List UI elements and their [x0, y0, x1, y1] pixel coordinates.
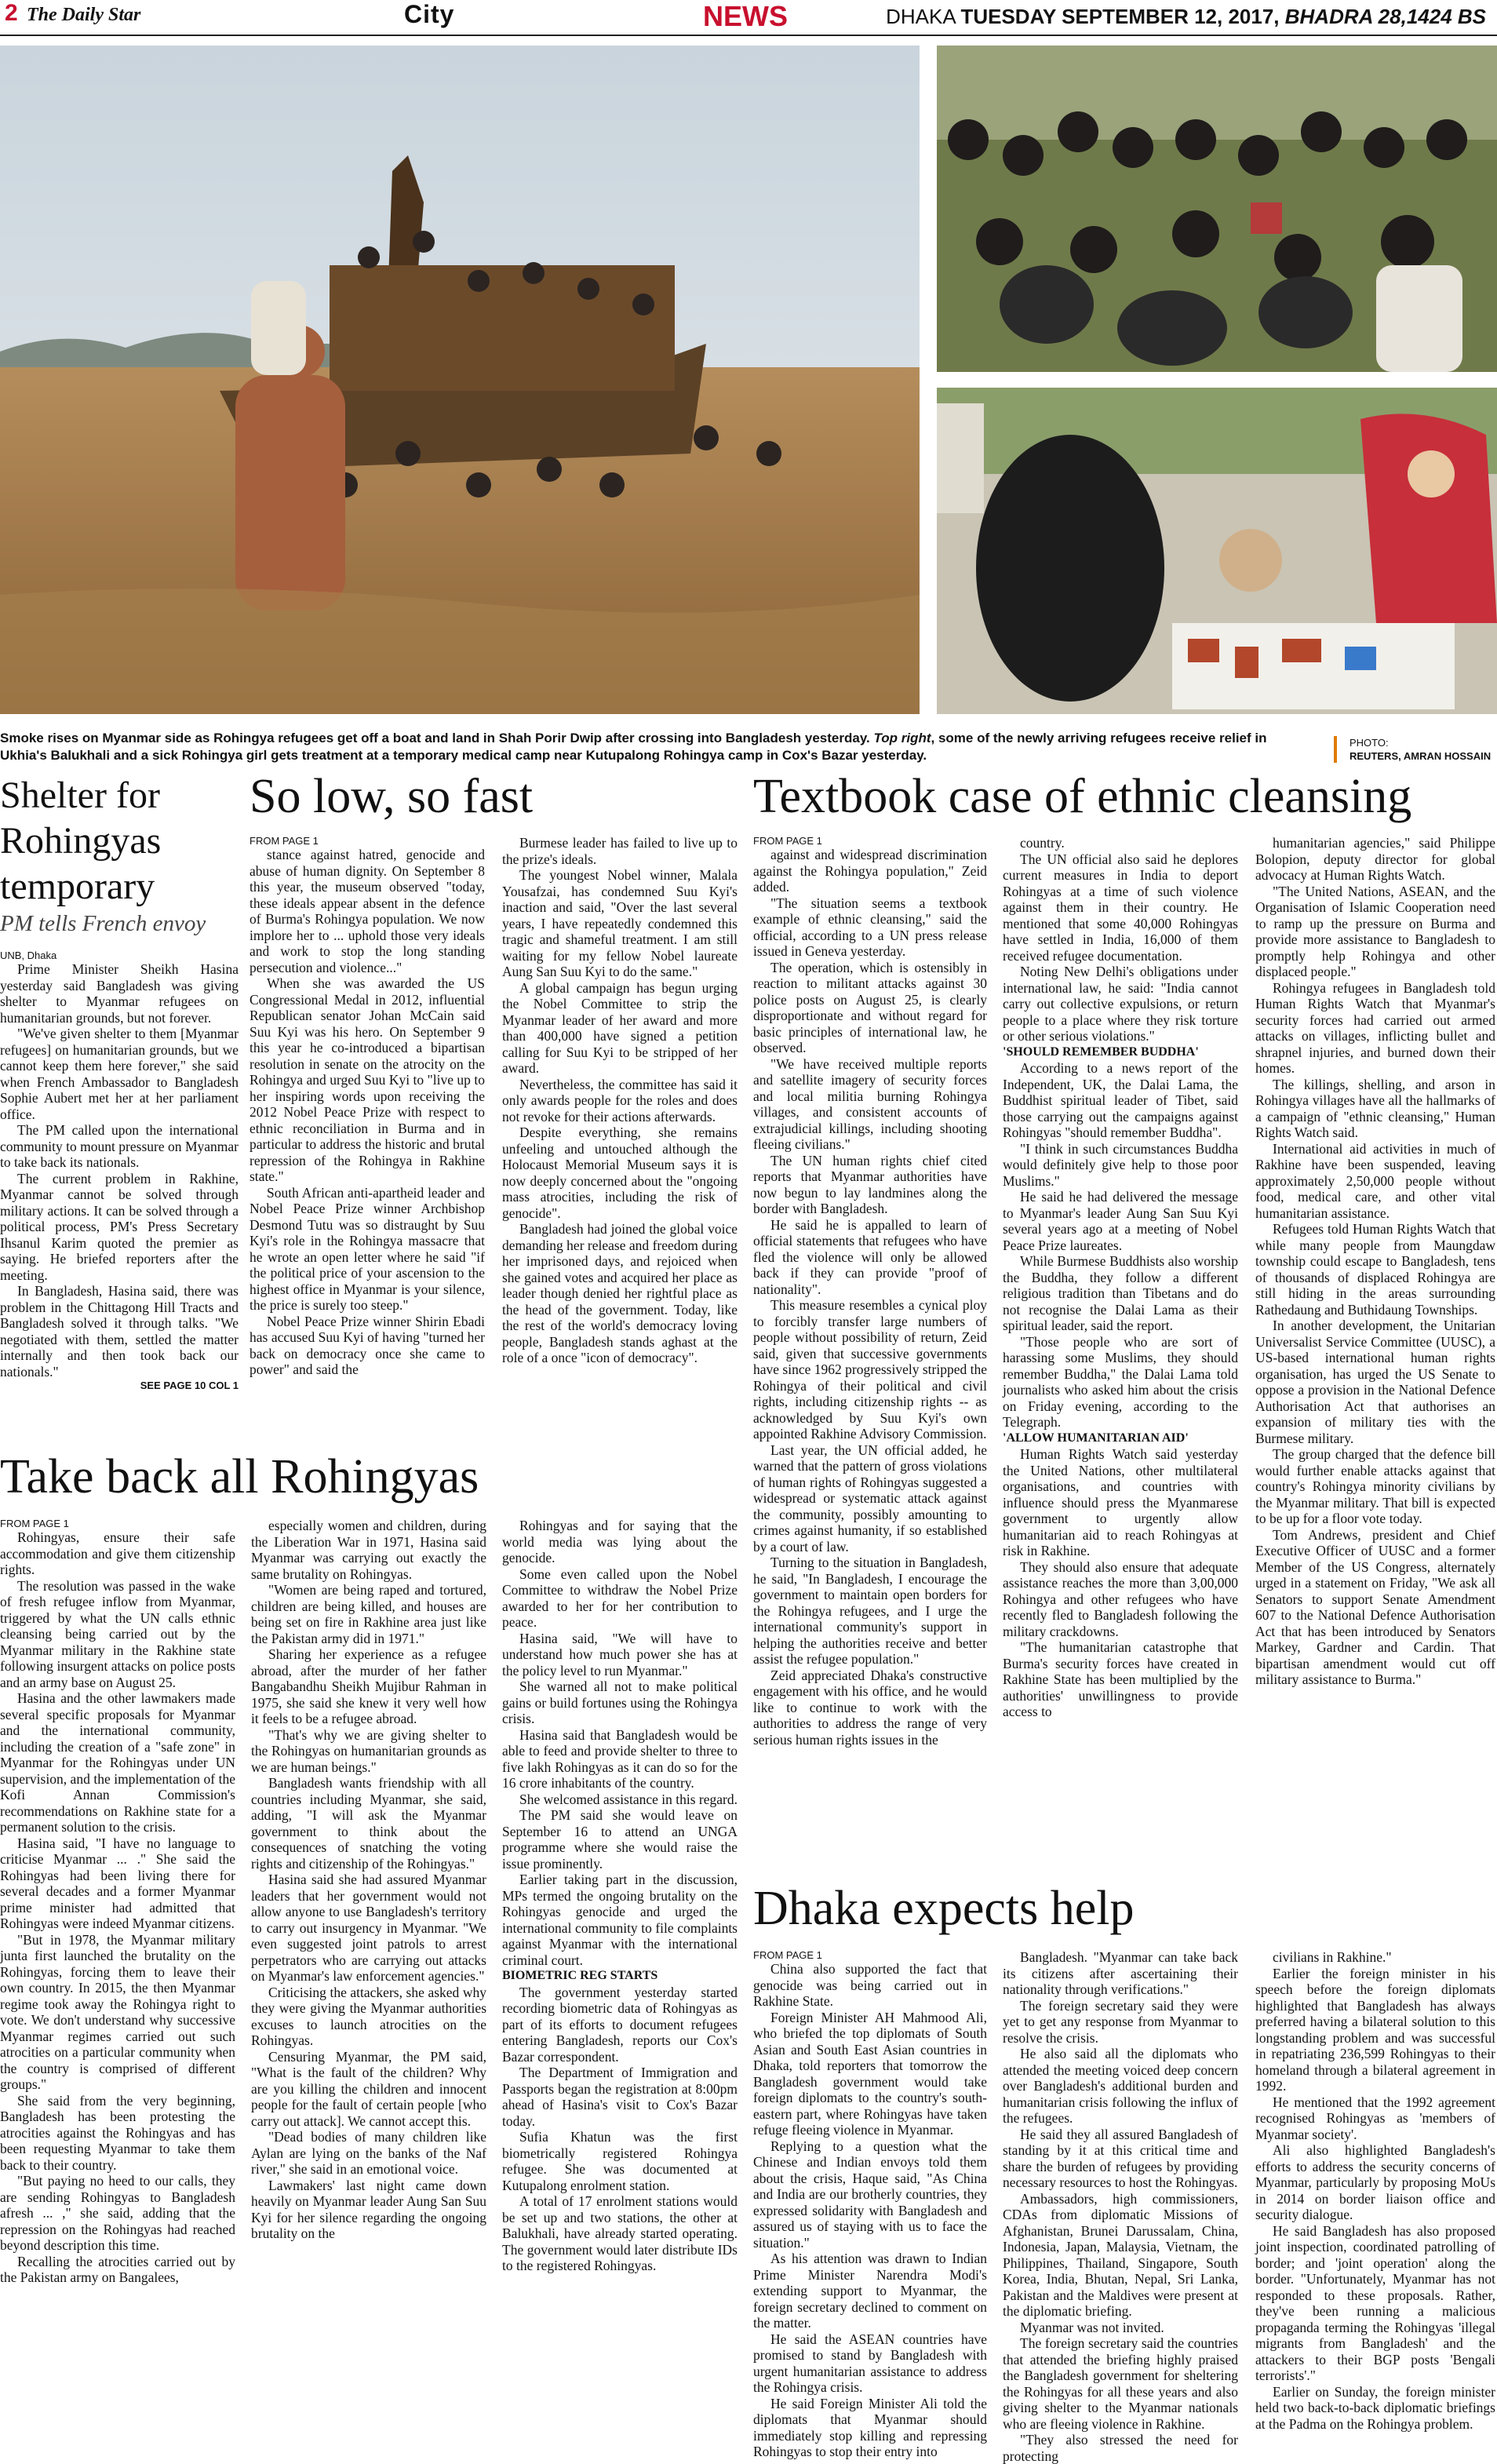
paragraph: As his attention was drawn to Indian Prime Minister Narendra Modi's extending support to Myanmar, the foreign secretary declined to comment on the matter. [753, 2251, 987, 2331]
paragraph: "But paying no heed to our calls, they are sending Rohingyas to Bangladesh afresh ... ," she said, adding that the repression on the Rohingyas had reached beyond description this time. [0, 2173, 235, 2253]
paragraph: Sharing her experience as a refugee abroad, after the murder of her father Bangabandhu Sheikh Mujibur Rahman in 1975, she said she knew it very well how it feels to be a refugee abroad. [251, 1646, 486, 1726]
paragraph: Bangladesh had joined the global voice demanding her release and freedom during her imprisoned days, and rejoiced when she gained votes and acquired her place as leader though denied her rightful place as the head of the government. Today, like the rest of the world's democracy loving people, Bangladesh stands aghast at the role of a once "icon of democracy". [502, 1221, 738, 1365]
newspaper-logo: The Daily Star [27, 5, 141, 25]
headline-take-back: Take back all Rohingyas [0, 1450, 479, 1504]
paragraph: The group charged that the defence bill would further enable attacks against that country's Rohingya minority civilians by the Myanmar military. That bill is expected to be up for a floor vote today. [1255, 1446, 1495, 1526]
story3-col3 [1255, 835, 1495, 1871]
paragraph: Lawmakers' last night came down heavily on Myanmar leader Aung San Suu Kyi for her silence regarding the ongoing brutality on the [251, 2177, 486, 2241]
medical-camp-image [937, 388, 1497, 714]
story2-col2-paragraphs [502, 835, 738, 1366]
headline-dhaka-expects: Dhaka expects help [753, 1882, 1135, 1935]
paragraph: He said Bangladesh has also proposed joint inspection, coordinated patrolling of border; and 'joint operation' along the border. "Unfortunately, Myanmar has not responded to these proposals. Rather, they've been running a malicious propaganda terming the Rohingyas 'illegal migrants from Bangladesh' and the attackers to their BGP posts 'Bengali terrorists'." [1255, 2222, 1495, 2383]
paragraph: "The humanitarian catastrophe that Burma's security forces have created in Rakhine State has been multiplied by the authorities' unwillingness to provide access to [1003, 1639, 1238, 1719]
subheading: 'SHOULD REMEMBER BUDDHA' [1003, 1044, 1199, 1059]
paragraph: A global campaign has begun urging the Nobel Committee to strip the Myanmar leader of her award and more than 400,000 have signed a petition calling for Suu Kyi to be stripped of her award. [502, 979, 738, 1076]
paragraph: Prime Minister Sheikh Hasina yesterday said Bangladesh was giving shelter to Myanmar refugees on humanitarian grounds, but not forever. [0, 961, 239, 1026]
paragraph: The PM called upon the international community to mount pressure on Myanmar to take back its nationals. [0, 1122, 239, 1170]
from-page-label: FROM PAGE 1 [753, 1949, 822, 1961]
from-page-label: FROM PAGE 1 [250, 835, 319, 847]
paragraph: While Burmese Buddhists also worship the Buddha, they follow a different religious tradition than Tibetans and do not recognise the Dalai Lama as their spiritual leader, said the report. [1003, 1253, 1238, 1333]
paragraph: According to a news report of the Independent, UK, the Dalai Lama, the Buddhist spiritual leader of Tibet, said those carrying out the campaigns against Rohingyas "should remember Buddha". [1003, 1060, 1238, 1140]
paragraph: Criticising the attackers, she asked why they were giving the Myanmar authorities excuses to launch atrocities on the Rohingyas. [251, 1984, 486, 2048]
story3-col1 [753, 835, 987, 1748]
story5-col3-paragraphs [1255, 1949, 1495, 2432]
story4-col1-paragraphs [0, 1529, 235, 2286]
paragraph: Nevertheless, the committee has said it only awards people for the roles and does not revoke for their actions afterwards. [502, 1076, 738, 1124]
paragraph: The PM said she would leave on September 16 to attend an UNGA programme where she would raise the issue prominently. [502, 1807, 738, 1872]
paragraph: Earlier on Sunday, the foreign minister held two back-to-back diplomatic briefings at the Padma on the Rohingya problem. [1255, 2383, 1495, 2432]
story5-col1 [753, 1949, 987, 2459]
story3-col1-paragraphs [753, 847, 987, 1748]
paragraph: The resolution was passed in the wake of fresh refugee inflow from Myanmar, triggered by what the UN calls ethnic cleansing being carried out by the Myanmar military in the Rakhine state following insurgent attacks on police posts and an army base on August 25. [0, 1577, 235, 1690]
paragraph: Burmese leader has failed to live up to the prize's ideals. [502, 835, 738, 867]
section-label-city: City [404, 0, 455, 28]
paragraph: Human Rights Watch said yesterday the United Nations, other multilateral organisations, and countries with influence should press the Myanmarese government to urgently allow humanitarian aid to reach Rohingyas at risk in Rakhine. [1003, 1446, 1238, 1558]
paragraph: Myanmar was not invited. [1020, 2319, 1164, 2335]
paragraph: China also supported the fact that genocide was being carried out in Rakhine State. [753, 1961, 987, 2009]
story5-col2-paragraphs [1003, 1949, 1238, 2464]
subhead-pm-tells-envoy: PM tells French envoy [0, 911, 206, 936]
see-page-link[interactable]: SEE PAGE 10 COL 1 [140, 1380, 239, 1391]
paragraph: "The situation seems a textbook example of ethnic cleansing," said the official, according to a UN press release issued in Geneva yesterday. [753, 895, 987, 959]
relief-crowd-image [937, 46, 1497, 372]
paragraph: Hasina said, "I have no language to criticise Myanmar ... ." She said the Rohingyas had been living there for several decades and a former Myanmar prime minister had admitted that Rohingyas were indeed Myanmar citizens. [0, 1835, 235, 1931]
paragraph: The killings, shelling, and arson in Rohingya villages have all the hallmarks of a campaign of "ethnic cleansing," Human Rights Watch said. [1255, 1076, 1495, 1140]
paragraph: Refugees told Human Rights Watch that while many people from Maungdaw township could escape to Bangladesh, tens of thousands of displaced Rohingya are still hiding in the areas surrounding Rathedaung and Buthidaung Townships. [1255, 1221, 1495, 1318]
paragraph: Some even called upon the Nobel Committee to withdraw the Nobel Prize awarded to her for her contribution to peace. [502, 1566, 738, 1630]
story5-col2 [1003, 1949, 1238, 2464]
medical-camp-photo [937, 388, 1497, 714]
paragraph: Censuring Myanmar, the PM said, "What is the fault of the children? Why are you killing the children and innocent people for the fault of certain people [who carry out attack]. We cannot accept this. [251, 2048, 486, 2129]
paragraph: International aid activities in much of Rakhine have been suspended, leaving approximately 2,50,000 people without food, medical care, and other vital humanitarian assistance. [1255, 1140, 1495, 1221]
page-number: 2 [5, 0, 18, 26]
section-label-news: NEWS [703, 0, 788, 32]
paragraph: Ambassadors, high commissioners, CDAs from diplomatic Missions of Afghanistan, Brunei Darussalam, China, Indonesia, Japan, Malaysia, Vietnam, the Philippines, Thailand, Singapore, South Korea, India, Bhutan, Nepal, Sri Lanka, Pakistan and the Maldives were present at the diplomatic briefing. [1003, 2190, 1238, 2319]
photo-caption: Smoke rises on Myanmar side as Rohingya refugees get off a boat and land in Shah Porir Dwip after crossing into Bangladesh yesterday. Top right, some of the newly arriving refugees receive relief in Ukhia's Balukhali and a sick Rohingya girl gets treatment at a temporary medical camp near Kutupalong Rohingya camp in Cox's Bazar yesterday. [0, 731, 1267, 763]
story1-body [0, 950, 239, 1436]
paragraph: "But in 1978, the Myanmar military junta first launched the brutality on the Rohingyas, forcing them to leave their own country. In 2015, the then Myanmar regime took away the Rohingya right to vote. We don't understand why successive Myanmar regimes carried out such atrocities on a particular community when the country is comprised of different groups." [0, 1931, 235, 2092]
paragraph: "Those people who are sort of harassing some Muslims, they should remember Buddha," the Dalai Lama told journalists who asked him about the crisis on Friday evening, according to the Telegraph. [1003, 1333, 1238, 1430]
paragraph: "They also stressed the need for protecting [1003, 2432, 1238, 2464]
paragraph: He said the ASEAN countries have promised to stand by Bangladesh with urgent humanitarian assistance to address the Rohingya crisis. [753, 2331, 987, 2395]
paragraph: He said he had delivered the message to Myanmar's leader Aung San Suu Kyi several years ago at a meeting of Nobel Peace Prize laureates. [1003, 1189, 1238, 1253]
paragraph: Hasina said she had assured Myanmar leaders that her government would not allow anyone to use Bangladesh's territory to carry out insurgency in Myanmar. "We even suggested joint patrols to arrest perpetrators who are carrying out attacks on Myanmar's law enforcement agencies." [251, 1872, 486, 1984]
story2-col1 [250, 835, 485, 1431]
paragraph: "That's why we are giving shelter to the Rohingyas on humanitarian grounds as we are human beings." [251, 1726, 486, 1775]
paragraph: Last year, the UN official added, he warned that the pattern of gross violations of human rights of Rohingyas suggested a widespread or systematic attack against the community, possibly amounting to crimes against humanity, if so established by a court of law. [753, 1442, 987, 1555]
paragraph: He said Foreign Minister Ali told the diplomats that Myanmar should immediately stop killing and repressing Rohingyas to stop their entry into [753, 2395, 987, 2459]
paragraph: Zeid appreciated Dhaka's constructive engagement with his office, and he would like to continue to work with the authorities to address the range of very serious human rights issues in the [753, 1667, 987, 1748]
story4-col3-paragraphs [502, 1518, 738, 2274]
paragraph: "The United Nations, ASEAN, and the Organisation of Islamic Cooperation need to ramp up the pressure on Burma and provide more assistance to Bangladesh to promptly help Rohingya and other displaced people." [1255, 883, 1495, 979]
story4-col3 [502, 1518, 738, 2389]
paragraph: He mentioned that the 1992 agreement recognised Rohingyas as 'members of Myanmar society'. [1255, 2094, 1495, 2142]
paragraph: She welcomed assistance in this regard. [519, 1791, 738, 1807]
paragraph: Foreign Minister AH Mahmood Ali, who briefed the top diplomats of South Asian and South East Asian countries in Dhaka, told reporters that tomorrow the Bangladesh government would take foreign diplomats to the country's south-eastern part, where Rohingyas have taken refuge fleeing violence in Myanmar. [753, 2009, 987, 2138]
paragraph: Tom Andrews, president and Chief Executive Officer of UUSC and a former Member of the US Congress, alternately urged in a statement on Friday, "We ask all Senators to support Senate Amendment 607 to the National Defence Authorisation Act that has been introduced by Senators Markey, Gardner and Cardin. That bipartisan amendment would cut off military assistance to Burma." [1255, 1526, 1495, 1687]
paragraph: The current problem in Rakhine, Myanmar cannot be solved through military actions. It can be solved through a political process, PM's Press Secretary Ihsanul Karim quoted the premier as saying. He briefed reporters after the meeting. [0, 1170, 239, 1283]
story4-col2-paragraphs [251, 1518, 486, 2242]
paragraph: Earlier taking part in the discussion, MPs termed the ongoing brutality on the Rohingyas genocide and urged the international community to file complaints against Myanmar with the international criminal court. [502, 1872, 738, 1968]
story4-col2 [251, 1518, 486, 2389]
from-page-label: FROM PAGE 1 [753, 835, 822, 847]
story4-col1 [0, 1518, 235, 2389]
story5-col3 [1255, 1949, 1495, 2432]
story3-col2-paragraphs [1003, 835, 1238, 1720]
paragraph: He also said all the diplomats who attended the meeting voiced deep concern over Bangladesh's additional burden and humanitarian crisis following the influx of the refugees. [1003, 2046, 1238, 2126]
relief-distribution-photo [937, 46, 1497, 372]
paragraph: The foreign secretary said they were yet to get any response from Myanmar to resolve the crisis. [1003, 1997, 1238, 2046]
boat-landing-image [0, 46, 920, 714]
story5-col1-paragraphs [753, 1961, 987, 2460]
paragraph: Recalling the atrocities carried out by the Pakistan army on Bangalees, [0, 2253, 235, 2285]
paragraph: Rohingya refugees in Bangladesh told Human Rights Watch that Myanmar's security forces had carried out armed attacks on villages, inflicting bullet and shrapnel injuries, and burned down their homes. [1255, 979, 1495, 1076]
headline-textbook-case: Textbook case of ethnic cleansing [753, 770, 1412, 823]
masthead [0, 0, 1497, 36]
paragraph: The government yesterday started recording biometric data of Rohingyas as part of its efforts to document refugees entering Bangladesh, reports our Cox's Bazar correspondent. [502, 1984, 738, 2065]
paragraph: Noting New Delhi's obligations under international law, he said: "India cannot carry out collective expulsions, or return people to a place where they risk torture or other serious violations." [1003, 964, 1238, 1044]
paragraph: The UN official also said he deplores current measures in India to deport Rohingyas at a time of such violence against them in their country. He mentioned that some 40,000 Rohingyas have settled in India, 16,000 of them received refugee documentation. [1003, 851, 1238, 964]
paragraph: Nobel Peace Prize winner Shirin Ebadi has accused Suu Kyi of having "turned her back on democracy once she came to power" and said the [250, 1313, 485, 1377]
paragraph: Sufia Khatun was the first biometrically registered Rohingya refugee. She was documented at Kutupalong enrolment station. [502, 2129, 738, 2193]
paragraph: against and widespread discrimination against the Rohingya population," Zeid added. [753, 847, 987, 895]
paragraph: The operation, which is ostensibly in reaction to militant attacks against 30 police posts on August 25, is clearly disproportionate and without regard for basic principles of international law, he observed. [753, 959, 987, 1055]
paragraph: A total of 17 enrolment stations would be set up and two stations, the other at Balukhali, have already started operating. The government would later distribute IDs to the registered Rohingyas. [502, 2193, 738, 2273]
byline: UNB, Dhaka [0, 950, 57, 961]
paragraph: Hasina and the other lawmakers made several specific proposals for Myanmar and the international community, including the creation of a "safe zone" in Myanmar for the Rohingyas under UN supervision, and the implementation of the Kofi Annan Commission's recommendations on Rakhine state for a permanent solution to the crisis. [0, 1690, 235, 1835]
paragraph: This measure resembles a cynical ploy to forcibly transfer large numbers of people without possibility of return, Zeid said, given that successive governments have since 1962 progressively stripped the Rohingya of their political and civil rights, including citizenship rights -- as acknowledged by Suu Kyi's own appointed Rakhine Advisory Commission. [753, 1297, 987, 1442]
paragraph: In Bangladesh, Hasina said, there was problem in the Chittagong Hill Tracts and Bangladesh solved it through talks. "We negotiated with them, settled the matter internally and then took back our nationals." [0, 1283, 239, 1380]
subheading: BIOMETRIC REG STARTS [502, 1969, 658, 1982]
headline-shelter: Shelter for Rohingyas temporary [0, 775, 162, 907]
paragraph: Hasina said that Bangladesh would be able to feed and provide shelter to three to five lakh Rohingyas as it can do so for the 16 crore inhabitants of the country. [502, 1726, 738, 1791]
paragraph: Hasina said, "We will have to understand how much power she has at the policy level to run Myanmar." [502, 1630, 738, 1679]
paragraph: country. [1020, 835, 1065, 851]
story3-col3-paragraphs [1255, 835, 1495, 1688]
paragraph: "We have received multiple reports and satellite imagery of security forces and local militia burning Rohingya villages, and consistent accounts of extrajudicial killings, including shooting fleeing civilians." [753, 1055, 987, 1152]
paragraph: When she was awarded the US Congressional Medal in 2012, influential Republican senator Johan McCain said Suu Kyi was his hero. On September 9 this year he co-introduced a bipartisan resolution in senate on the atrocity on the Rohingya and urged Suu Kyi to "live up to her inspiring words upon receiving the 2012 Nobel Peace Prize with respect to ethnic reconciliation in Burma and in particular to address the historic and brutal repression of the Rohingya in Rakhine state." [250, 975, 485, 1184]
paragraph: "I think in such circumstances Buddha would definitely give help to those poor Muslims." [1003, 1140, 1238, 1189]
paragraph: Rohingyas and for saying that the world media was lying about the genocide. [502, 1518, 738, 1566]
paragraph: Bangladesh. "Myanmar can take back its citizens after ascertaining their nationality through verifications." [1003, 1949, 1238, 1997]
paragraph: The UN human rights chief cited reports that Myanmar authorities have now begun to lay landmines along the border with Bangladesh. [753, 1152, 987, 1216]
paragraph: The Department of Immigration and Passports began the registration at 8:00pm ahead of Hasina's visit to Cox's Bazar today. [502, 2065, 738, 2129]
paragraph: "Women are being raped and tortured, children are being killed, and houses are being set on fire in Rakhine area just like the Pakistan army did in 1971." [251, 1582, 486, 1646]
boat-landing-photo [0, 46, 920, 714]
paragraph: She said from the very beginning, Bangladesh has been protesting the atrocities against the Rohingyas and has been requesting Myanmar to take them back to their country. [0, 2092, 235, 2173]
paragraph: Despite everything, she remains unfeeling and untouched although the Holocaust Memorial Museum says it is now deeply concerned about the "ongoing mass atrocities, including the risk of genocide". [502, 1124, 738, 1221]
paragraph: He said they all assured Bangladesh of standing by it at this critical time and share the burden of refugees by providing necessary resources to host the Rohingyas. [1003, 2126, 1238, 2190]
paragraph: South African anti-apartheid leader and Nobel Peace Prize winner Archbishop Desmond Tutu was so distraught by Suu Kyi's role in the Rohingya massacre that he wrote an open letter where he said "if the political price of your ascension to the highest office in Myanmar is your silence, the price is surely too steep." [250, 1184, 485, 1313]
story2-col1-paragraphs [250, 847, 485, 1378]
dateline: DHAKA TUESDAY SEPTEMBER 12, 2017, BHADRA 28,1424 BS [886, 5, 1486, 28]
paragraph: Rohingyas, ensure their safe accommodation and give them citizenship rights. [0, 1529, 235, 1577]
paragraph: In another development, the Unitarian Universalist Service Committee (UUSC), a US-based international human rights organisation, has urged the US Senate to oppose a provision in the National Defence Authorisation Act that authorises an expansion of military ties with the Burmese military. [1255, 1318, 1495, 1446]
story3-col2 [1003, 835, 1238, 1871]
paragraph: Bangladesh wants friendship with all countries including Myanmar, she said, adding, "I will ask the Myanmar government to think about the consequences of snatching the voting rights and citizenship of the Rohingyas." [251, 1775, 486, 1872]
paragraph: Earlier the foreign minister in his speech before the foreign diplomats highlighted that Bangladesh has always preferred having a bilateral solution to this longstanding problem and was successful in repatriating 236,599 Rohingyas to their homeland through a bilateral agreement in 1992. [1255, 1965, 1495, 2094]
paragraph: civilians in Rakhine." [1273, 1949, 1392, 1965]
subheading: 'ALLOW HUMANITARIAN AID' [1003, 1431, 1189, 1445]
paragraph: Replying to a question what the Chinese and Indian envoys told them about the crisis, Haque said, "As China and India are our brotherly countries, they expressed solidarity with Bangladesh and assured us of staying with us to face the situation." [753, 2138, 987, 2251]
story1-paragraphs [0, 961, 239, 1380]
paragraph: Turning to the situation in Bangladesh, he said, "In Bangladesh, I encourage the government to maintain open borders for the Rohingya refugees, and I urge the international community's support in helping the authorities receive and better assist the refugee population." [753, 1555, 987, 1667]
paragraph: "Dead bodies of many children like Aylan are lying on the banks of the Naf river," she said in an emotional voice. [251, 2129, 486, 2177]
from-page-label: FROM PAGE 1 [0, 1518, 69, 1529]
photo-credit: PHOTO: REUTERS, AMRAN HOSSAIN [1334, 736, 1491, 763]
paragraph: Ali also highlighted Bangladesh's efforts to address the security concerns of Myanmar, particularly by proposing MoUs in 2014 on border liaison office and security dialogue. [1255, 2142, 1495, 2222]
paragraph: They should also ensure that adequate assistance reaches the more than 3,00,000 Rohingya and other refugees who have recently fled to Bangladesh following the military crackdowns. [1003, 1558, 1238, 1639]
story2-col2 [502, 835, 738, 1431]
paragraph: stance against hatred, genocide and abuse of human dignity. On September 8 this year, the museum observed "today, these ideals appear absent in the defence of Burma's Rohingya population. We now implore her to ... uphold those very ideals and work to stop the long standing persecution and violence..." [250, 847, 485, 975]
headline-so-low: So low, so fast [250, 770, 534, 823]
paragraph: "We've given shelter to them [Myanmar refugees] on humanitarian grounds, but we cannot keep them here forever," she said when French Ambassador to Bangladesh Sophie Aubert met her at her parliament office. [0, 1026, 239, 1122]
paragraph: He said he is appalled to learn of official statements that refugees who have fled the violence will only be allowed back if they can provide "proof of nationality". [753, 1216, 987, 1297]
paragraph: The youngest Nobel winner, Malala Yousafzai, has condemned Suu Kyi's inaction and said, "Over the last several years, I have repeatedly condemned this tragic and shameful treatment. I am still waiting for my fellow Nobel laureate Aung San Suu Kyi to do the same." [502, 867, 738, 979]
paragraph: especially women and children, during the Liberation War in 1971, Hasina said Myanmar was carrying out exactly the same brutality on Rohingyas. [251, 1518, 486, 1582]
paragraph: She warned all not to make political gains or build fortunes using the Rohingya crisis. [502, 1679, 738, 1726]
paragraph: The foreign secretary said the countries that attended the briefing highly praised the Bangladesh government for sheltering the Rohingyas for all these years and also giving shelter to the Myanmar nationals who are fleeing violence in Rakhine. [1003, 2335, 1238, 2432]
paragraph: humanitarian agencies," said Philippe Bolopion, deputy director for global advocacy at Human Rights Watch. [1255, 835, 1495, 883]
